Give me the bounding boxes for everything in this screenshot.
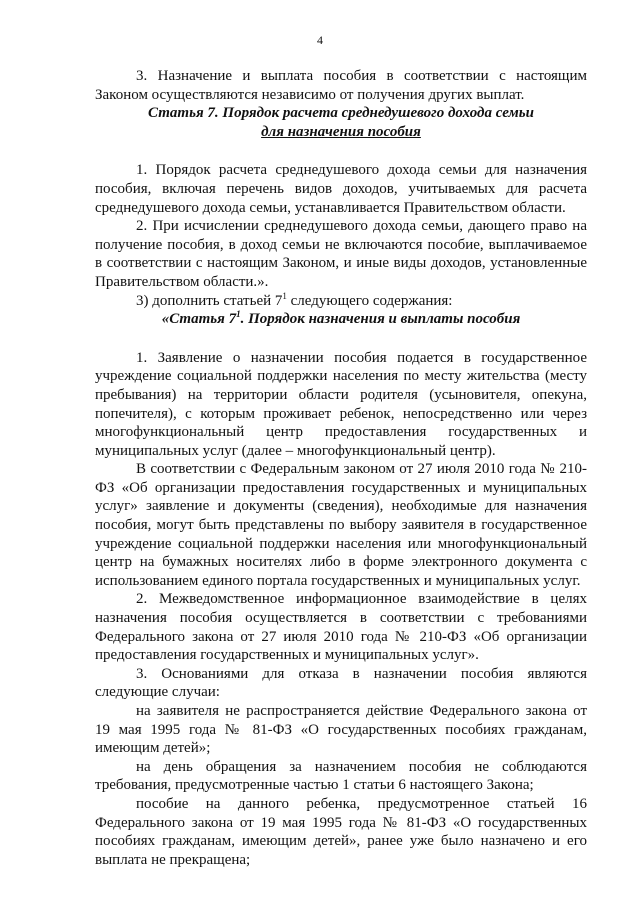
refusal-case-3: пособие на данного ребенка, предусмотренное статьей 16 Федерального закона от 19 мая 1995 года № 81-ФЗ «О государственных пособиях гражданам, имеющим детей», ранее уже было назначено и его выплата не прекращена; xyxy=(95,795,587,868)
article-7-1-paragraph-1-continued: В соответствии с Федеральным законом от 27 июля 2010 года № 210-ФЗ «Об организации предоставления государственных и муниципальных услуг» заявление и документы (сведения), необходимые для назначения пособия, могут быть представлены по выбору заявителя в государственное учреждение социальной поддержки населения или многофункциональный центр на бумажных носителях либо в форме электронного документа с использованием единого портала государственных и муниципальных услуг. xyxy=(95,461,587,589)
article-7-1-paragraph-3: 3. Основаниями для отказа в назначении пособия являются следующие случаи: xyxy=(95,665,587,701)
article-7-1-title xyxy=(95,310,587,329)
article-7-1-paragraph-2: 2. Межведомственное информационное взаимодействие в целях назначения пособия осуществляется в соответствии с требованиями Федерального закона от 27 июля 2010 года № 210-ФЗ «Об организации предоставления государственных и муниципальных услуг». xyxy=(95,591,587,664)
article-7-paragraph-1: 1. Порядок расчета среднедушевого дохода семьи для назначения пособия, включая перечень видов доходов, учитываемых для расчета среднедушевого дохода семьи, устанавливается Правительством области. xyxy=(95,162,587,216)
article-7-title: Статья 7. Порядок расчета среднедушевого дохода семьи xyxy=(148,105,534,122)
article-7-1-superscript: 1 xyxy=(236,309,241,320)
amendment-text-end: следующего содержания: xyxy=(286,292,453,309)
amendment-superscript: 1 xyxy=(282,290,287,301)
article-7-title-continued: для назначения пособия xyxy=(261,123,421,140)
refusal-case-2: на день обращения за назначением пособия не соблюдаются требования, предусмотренные частью 1 статьи 6 настоящего Закона; xyxy=(95,758,587,794)
article-7-paragraph-2: 2. При исчислении среднедушевого дохода семьи, дающего право на получение пособия, в доход семьи не включаются пособие, выплачиваемое в соответствии с настоящим Законом, и иные виды доходов, установленные Правительством области.». xyxy=(95,218,587,290)
article-7-1-title-start: «Статья 7 xyxy=(161,311,237,328)
refusal-case-1: на заявителя не распространяется действие Федерального закона от 19 мая 1995 года № 81-ФЗ «О государственных пособиях гражданам, имеющим детей»; xyxy=(95,703,587,757)
amendment-item-3 xyxy=(95,292,587,311)
page-number: 4 xyxy=(317,33,323,47)
document-body xyxy=(95,67,587,869)
article-7-1-title-end: . Порядок назначения и выплаты пособия xyxy=(240,311,521,328)
paragraph-independent-payment: 3. Назначение и выплата пособия в соответствии с настоящим Законом осуществляются независимо от получения других выплат. xyxy=(95,68,587,103)
amendment-text-start: 3) дополнить статьей 7 xyxy=(136,292,283,309)
article-7-1-paragraph-1: 1. Заявление о назначении пособия подается в государственное учреждение социальной поддержки населения по месту жительства (месту пребывания) на территории области родителя (усыновителя, опекуна, попечителя), с которым проживает ребенок, непосредственно или через многофункциональный центр предоставления государственных и муниципальных услуг (далее – многофункциональный центр). xyxy=(95,349,587,459)
